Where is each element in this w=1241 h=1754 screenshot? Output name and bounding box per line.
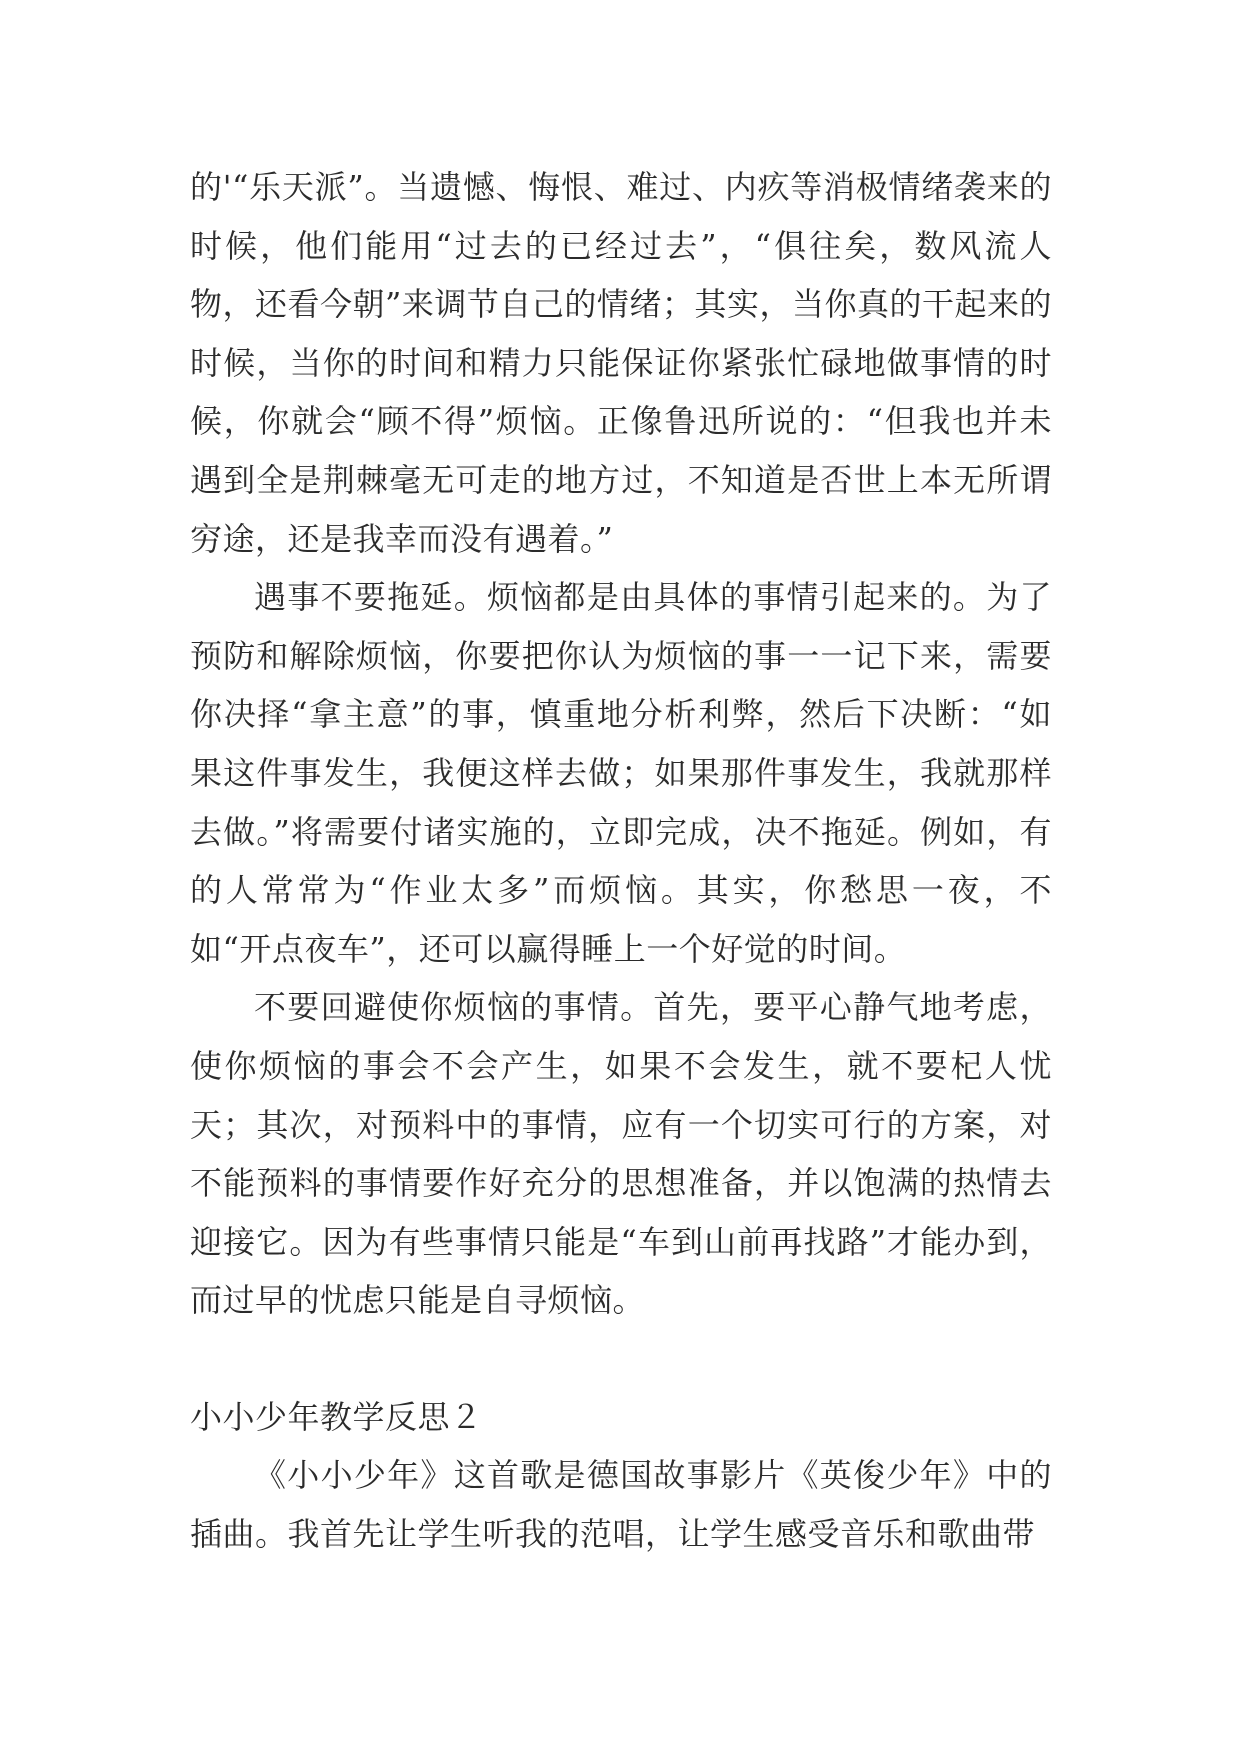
paragraph-continuation: 的'“乐天派”。当遗憾、悔恨、难过、内疚等消极情绪袭来的时候，他们能用“过去的已经过去”，“俱往矣，数风流人物，还看今朝”来调节自己的情绪；其实，当你真的干起来的时候，当你的时间和精力只能保证你紧张忙碌地做事情的时候，你就会“顾不得”烦恼。正像鲁迅所说的：“但我也并未遇到全是荆棘毫无可走的地方过，不知道是否世上本无所谓穷途，还是我幸而没有遇着。” (190, 168, 1052, 558)
paragraph-no-avoidance: 不要回避使你烦恼的事情。首先，要平心静气地考虑，使你烦恼的事会不会产生，如果不会发生，就不要杞人忧天；其次，对预料中的事情，应有一个切实可行的方案，对不能预料的事情要作好充分的思想准备，并以饱满的热情去迎接它。因为有些事情只能是“车到山前再找路”才能办到，而过早的忧虑只能是自寻烦恼。 (190, 988, 1052, 1320)
paragraph-section-intro: 《小小少年》这首歌是德国故事影片《英俊少年》中的插曲。我首先让学生听我的范唱，让学生感受音乐和歌曲带 (190, 1456, 1052, 1554)
document-body (190, 158, 1052, 1564)
paragraph-no-delay: 遇事不要拖延。烦恼都是由具体的事情引起来的。为了预防和解除烦恼，你要把你认为烦恼的事一一记下来，需要你决择“拿主意”的事，慎重地分析利弊，然后下决断：“如果这件事发生，我便这样去做；如果那件事发生，我就那样去做。”将需要付诸实施的，立即完成，决不拖延。例如，有的人常常为“作业太多”而烦恼。其实，你愁思一夜，不如“开点夜车”，还可以赢得睡上一个好觉的时间。 (190, 578, 1052, 968)
section-heading: 小小少年教学反思２ (190, 1397, 483, 1436)
